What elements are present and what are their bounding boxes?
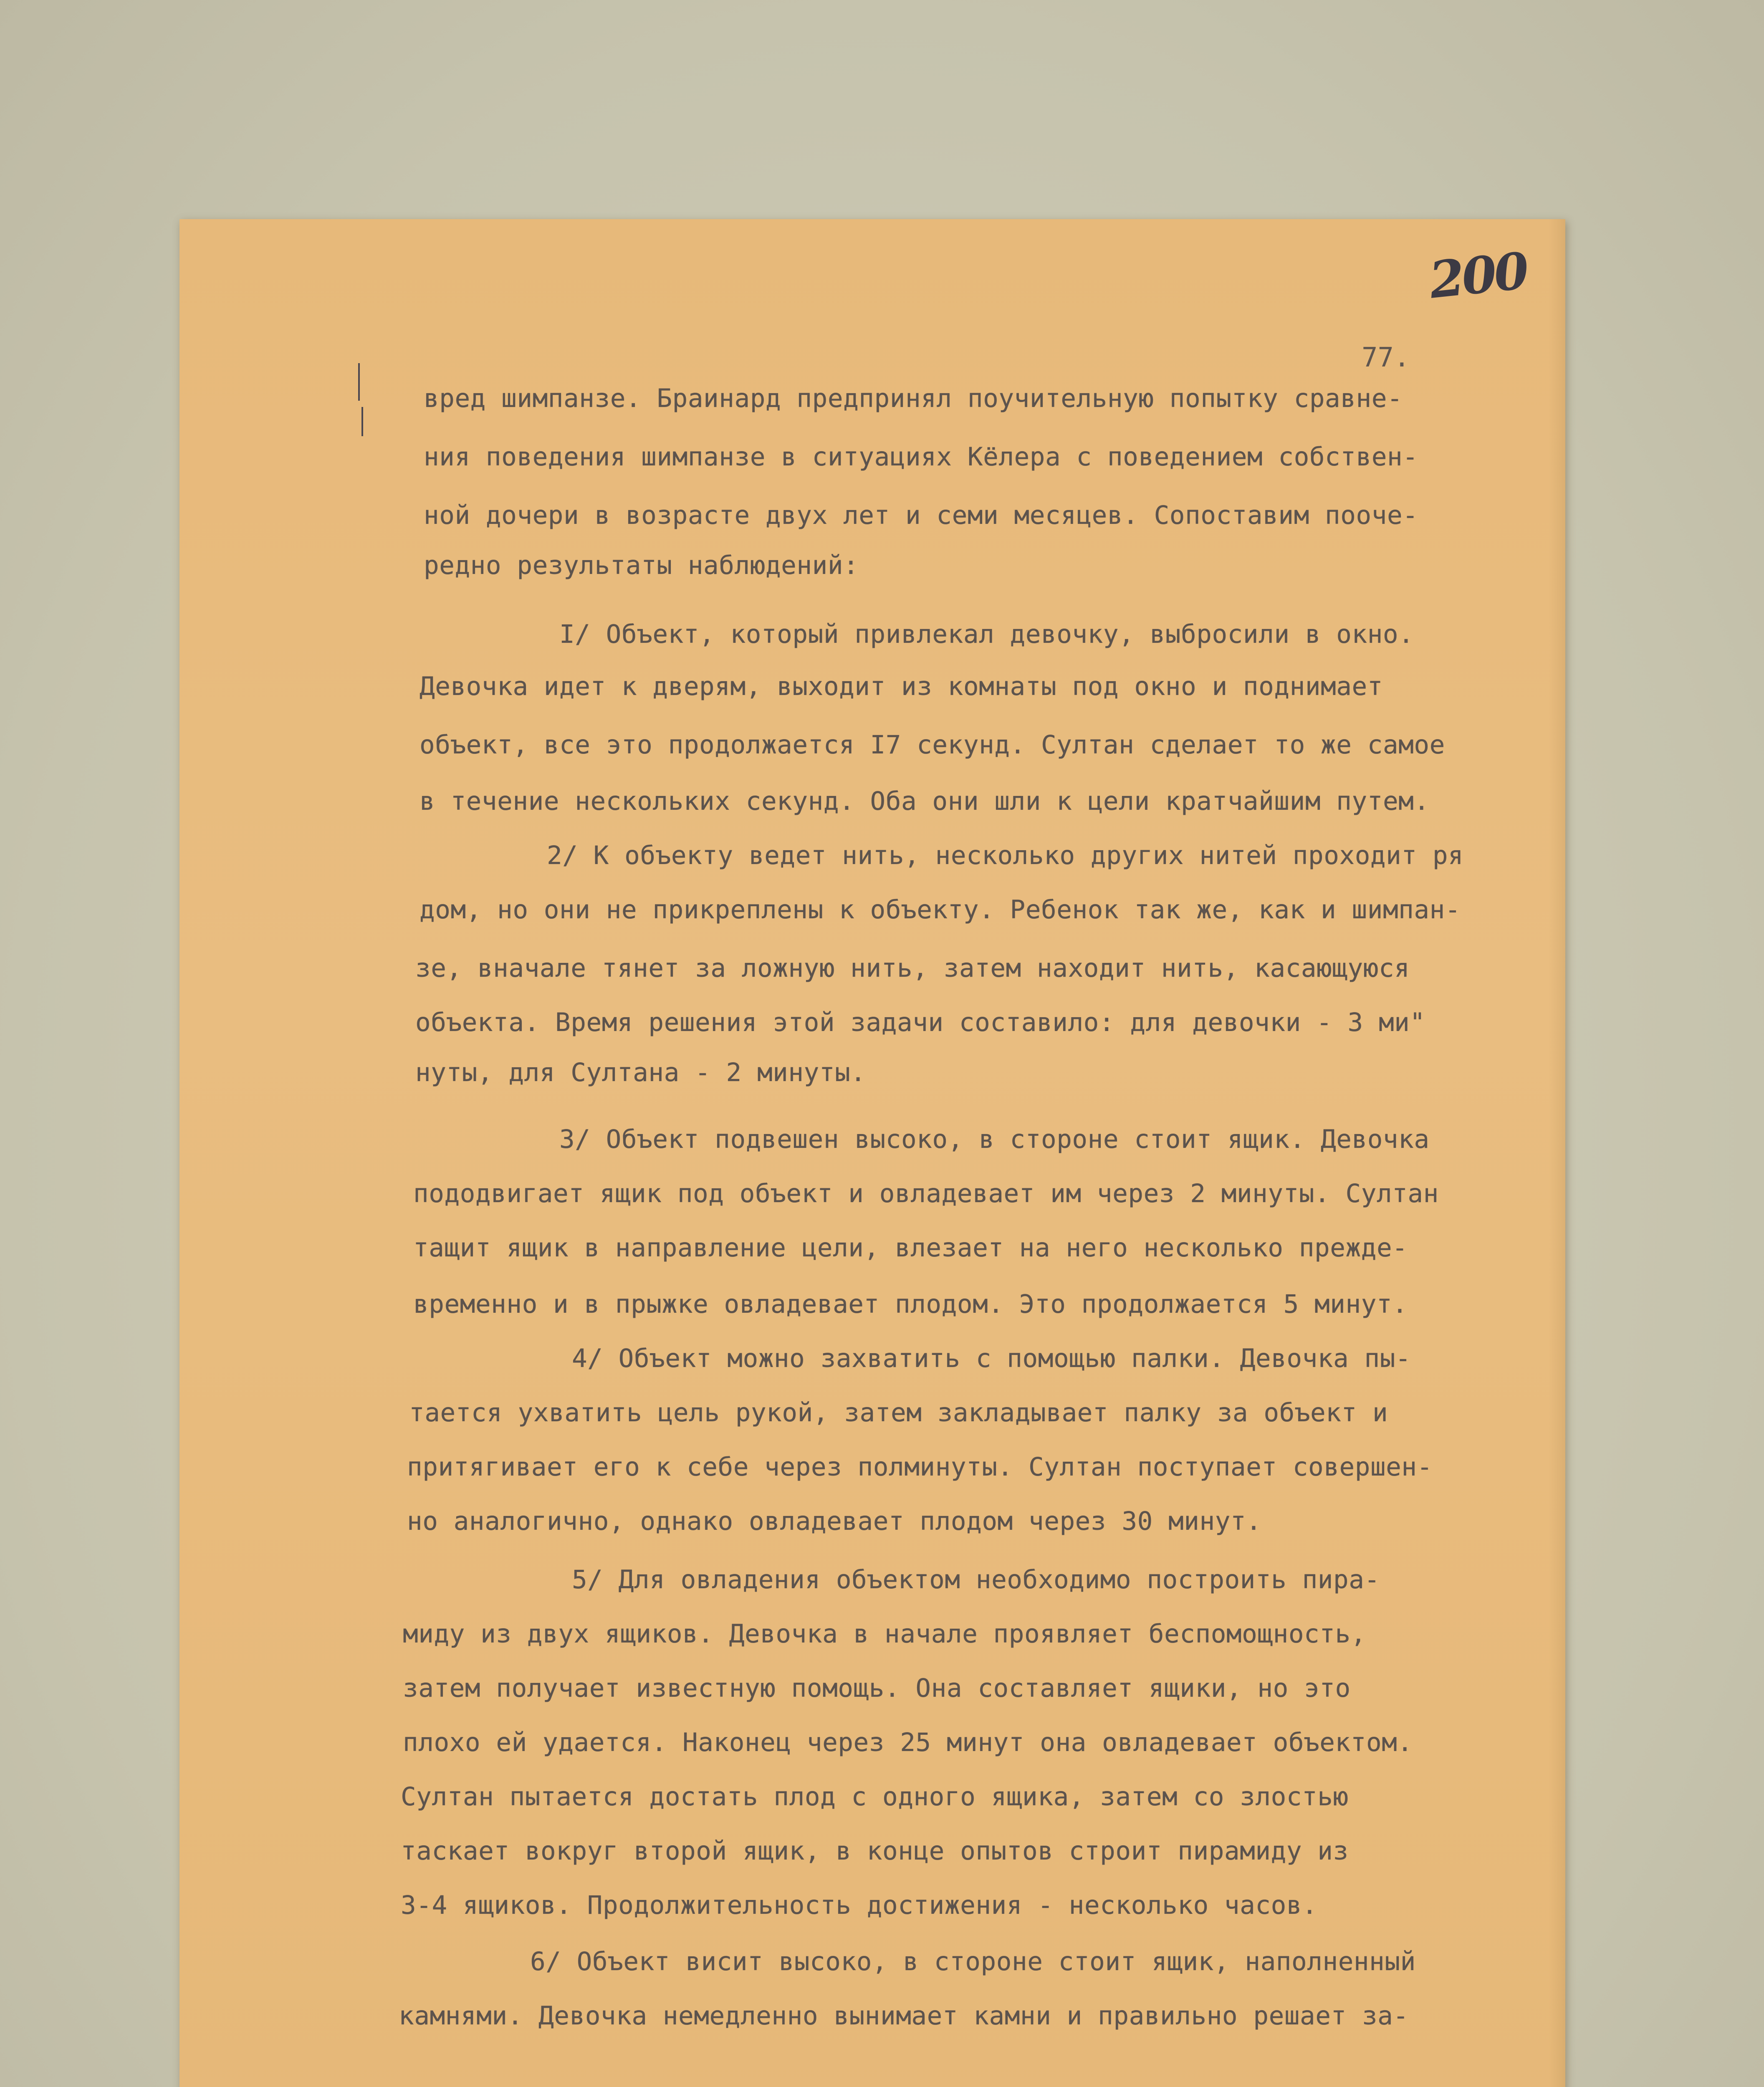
text-line: временно и в прыжке овладевает плодом. Это продолжается 5 минут. — [413, 1289, 1408, 1319]
text-line: ной дочери в возрасте двух лет и семи месяцев. Сопоставим поoче- — [424, 500, 1418, 530]
archive-folio-number: 200 — [1426, 241, 1529, 310]
text-line: в течение нескольких секунд. Оба они шли к цели кратчайшим путем. — [420, 786, 1430, 816]
text-line: 2/ К объекту ведет нить, несколько других нитей проходит ря — [547, 841, 1464, 870]
text-line: 5/ Для овладения объектом необходимо построить пира- — [572, 1565, 1380, 1594]
page-number: 77. — [1362, 342, 1410, 373]
text-line: вред шимпанзе. Браинард предпринял поучительную попытку сравне- — [424, 384, 1403, 413]
text-line: пододвигает ящик под объект и овладевает им через 2 минуты. Султан — [413, 1179, 1439, 1208]
text-line: 6/ Объект висит высоко, в стороне стоит ящик, наполненный — [530, 1947, 1416, 1976]
text-line: тащит ящик в направление цели, влезает на него несколько прежде- — [413, 1233, 1408, 1263]
text-line: миду из двух ящиков. Девочка в начале проявляет беспомощность, — [403, 1619, 1366, 1649]
text-line: затем получает известную помощь. Она составляет ящики, но это — [403, 1673, 1351, 1703]
text-line: 3-4 ящиков. Продолжительность достижения - несколько часов. — [401, 1890, 1318, 1920]
text-line: нуты, для Султана - 2 минуты. — [415, 1058, 866, 1087]
text-line: объекта. Время решения этой задачи составило: для девочки - 3 ми" — [415, 1008, 1425, 1037]
text-line: Девочка идет к дверям, выходит из комнаты под окно и поднимает — [420, 672, 1383, 701]
text-line: 4/ Объект можно захватить с помощью палки. Девочка пы- — [572, 1344, 1411, 1373]
text-line: но аналогично, однако овладевает плодом через 30 минут. — [407, 1506, 1262, 1536]
text-line: редно результаты наблюдений: — [424, 551, 859, 580]
text-line: Султан пытается достать плод с одного ящика, затем со злостью — [401, 1782, 1349, 1812]
text-line: плохо ей удается. Наконец через 25 минут она овладевает объектом. — [403, 1728, 1413, 1757]
text-line: зе, вначале тянет за ложную нить, затем находит нить, касающуюся — [415, 953, 1410, 983]
text-line: объект, все это продолжается I7 секунд. Султан сделает то же самое — [420, 730, 1445, 760]
text-line: камнями. Девочка немедленно вынимает камни и правильно решает за- — [399, 2001, 1409, 2031]
text-line: притягивает его к себе через полминуты. Султан поступает совершен- — [407, 1452, 1433, 1482]
text-line: тается ухватить цель рукой, затем закладывает палку за объект и — [409, 1398, 1388, 1428]
text-line: дом, но они не прикреплены к объекту. Ребенок так же, как и шимпан- — [420, 895, 1461, 925]
text-line: таскает вокруг второй ящик, в конце опытов строит пирамиду из — [401, 1836, 1349, 1866]
text-line: 3/ Объект подвешен высоко, в стороне стоит ящик. Девочка — [559, 1124, 1430, 1154]
text-line: I/ Объект, который привлекал девочку, выбросили в окно. — [559, 619, 1414, 649]
text-line: ния поведения шимпанзе в ситуациях Кёлера с поведением собствен- — [424, 442, 1418, 472]
